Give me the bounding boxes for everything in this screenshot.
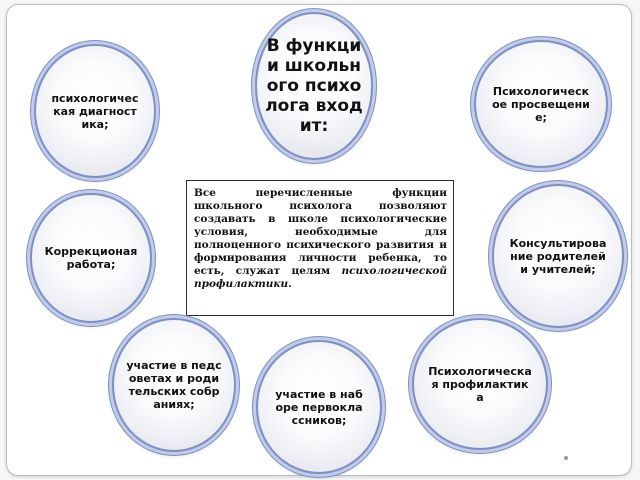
center-text-emphasis: психологической профилактики [194, 265, 447, 290]
node-consulting-label: Консультирование родителей и учителей; [509, 236, 607, 276]
slide-marker [564, 456, 568, 460]
node-first-graders-label: участие в наборе первоклассников; [275, 387, 363, 427]
node-diagnostics [34, 44, 156, 178]
node-councils-label: участие в педсоветах и родительских собраниях; [126, 359, 222, 411]
node-diagnostics-label: психологическая диагностика; [51, 91, 139, 131]
node-correction [30, 193, 152, 323]
node-correction-label: Коррекционая работа; [44, 245, 138, 271]
center-text-end: . [288, 278, 292, 290]
node-education [474, 40, 608, 168]
node-consulting [492, 184, 624, 328]
node-first-graders [256, 340, 382, 474]
center-text-main: Все перечисленные функции школьного психолога позволяют создавать в школе психологические условия, необходимые для полноценного психического развития и формирования личности ребенка, то есть, служат целям [194, 187, 447, 277]
node-councils [112, 318, 236, 452]
node-prevention-label: Психологическая профилактика [428, 364, 532, 404]
center-text-box [186, 180, 454, 316]
diagram-title: В функции школьного психолога входит: [265, 36, 363, 136]
node-prevention [412, 318, 548, 450]
title-circle [255, 12, 373, 160]
node-education-label: Психологическое просвещение; [492, 84, 590, 124]
